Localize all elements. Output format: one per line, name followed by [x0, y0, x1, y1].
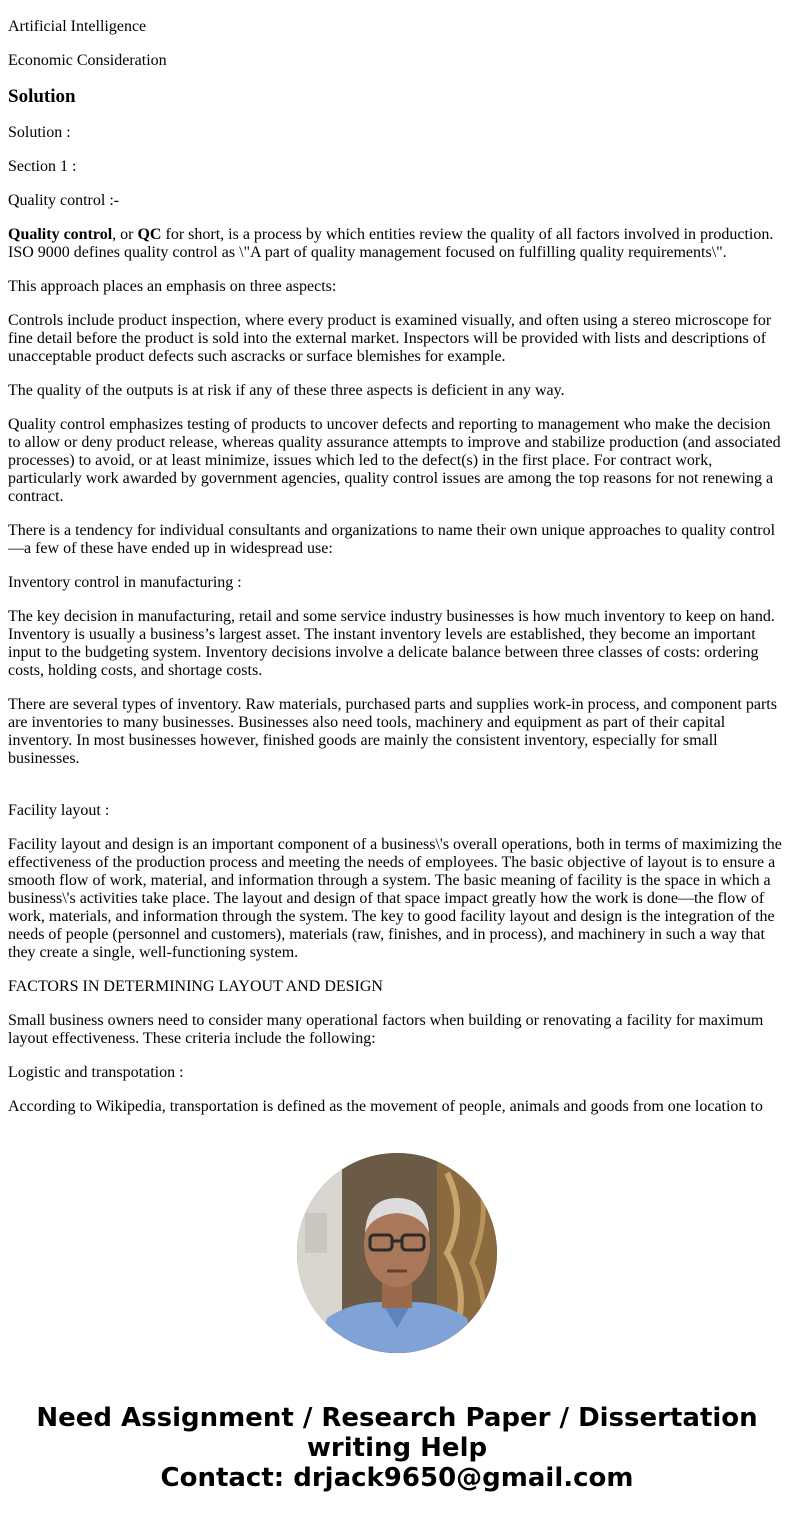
paragraph-facility: Facility layout and design is an important component of a business\'s overall operations, both in terms of maximizing the effectiveness of the production process and meeting the needs of employees. The basic objective of layout is to ensure a smooth flow of work, material, and information through a system. The basic meaning of facility is the space in which a business\'s activities take place. The layout and design of that space impact greatly how the work is done—the flow of work, materials, and information through the system. The key to good facility layout and design is the integration of the needs of people (personnel and customers), materials (raw, finishes, and in process), and machinery in such a way that they create a single, well-functioning system. [8, 836, 782, 961]
qc-intro-paragraph [8, 226, 784, 262]
paragraph-transport: According to Wikipedia, transportation is defined as the movement of people, animals and goods from one location to [8, 1098, 763, 1115]
cta-line-2: writing Help [306, 1433, 488, 1463]
partial-line-clipped [8, 0, 784, 2]
spacer [8, 784, 784, 802]
paragraph-tendency: There is a tendency for individual consultants and organizations to name their own unique approaches to quality control—a few of these have ended up in widespread use: [8, 522, 776, 557]
facility-label: Facility layout : [8, 802, 110, 819]
qc-sep: , or [112, 226, 138, 243]
avatar [297, 1153, 497, 1353]
document-body [8, 0, 784, 1122]
qc-intro-rest: for short, is a process by which entities review the quality of all factors involved in production. ISO 9000 defines quality control as \"A part of quality management focused on fulfilling quality requirements\". [8, 226, 774, 261]
top-line-economic: Economic Consideration [8, 52, 167, 69]
qc-term-bold: Quality control [8, 226, 113, 243]
cta-line-1: Need Assignment / Research Paper / Dissertation [36, 1403, 758, 1433]
paragraph-controls: Controls include product inspection, where every product is examined visually, and often using a stereo microscope for fine detail before the product is sold into the external market. Inspectors will be provided with lists and descriptions of unacceptable product defects such ascracks or surface blemishes for example. [8, 312, 772, 365]
paragraph-qc-emphasis: Quality control emphasizes testing of products to uncover defects and reporting to management who make the decision to allow or deny product release, whereas quality assurance attempts to improve and stabilize production (and associated processes) to avoid, or at least minimize, issues which led to the defect(s) in the first place. For contract work, particularly work awarded by government agencies, quality control issues are among the top reasons for not renewing a contract. [8, 416, 781, 505]
qc-abbrev-bold: QC [137, 226, 162, 243]
paragraph-inventory-types: There are several types of inventory. Raw materials, purchased parts and supplies work-in process, and component parts are inventories to many businesses. Businesses also need tools, machinery and equipment as part of their capital inventory. In most businesses however, finished goods are mainly the consistent inventory, especially for small businesses. [8, 696, 777, 767]
contact-banner [0, 1403, 794, 1493]
solution-label: Solution : [8, 124, 71, 141]
avatar-photo [297, 1153, 497, 1353]
paragraph-aspects: This approach places an emphasis on three aspects: [8, 278, 337, 295]
paragraph-risk: The quality of the outputs is at risk if any of these three aspects is deficient in any way. [8, 382, 565, 399]
factors-heading: FACTORS IN DETERMINING LAYOUT AND DESIGN [8, 978, 383, 995]
cta-contact-email: Contact: drjack9650@gmail.com [160, 1463, 634, 1493]
section-label: Section 1 : [8, 158, 77, 175]
logistic-label: Logistic and transpotation : [8, 1064, 184, 1081]
paragraph-inventory-decision: The key decision in manufacturing, retail and some service industry businesses is how much inventory to keep on hand. Inventory is usually a business’s largest asset. The instant inventory levels are established, they become an important input to the budgeting system. Inventory decisions involve a delicate balance between three classes of costs: ordering costs, holding costs, and shortage costs. [8, 608, 775, 679]
inventory-label: Inventory control in manufacturing : [8, 574, 242, 591]
qc-label: Quality control :- [8, 192, 120, 209]
top-line-ai: Artificial Intelligence [8, 18, 147, 35]
paragraph-owners: Small business owners need to consider many operational factors when building or renovating a facility for maximum layout effectiveness. These criteria include the following: [8, 1012, 764, 1047]
solution-heading: Solution [8, 86, 76, 107]
